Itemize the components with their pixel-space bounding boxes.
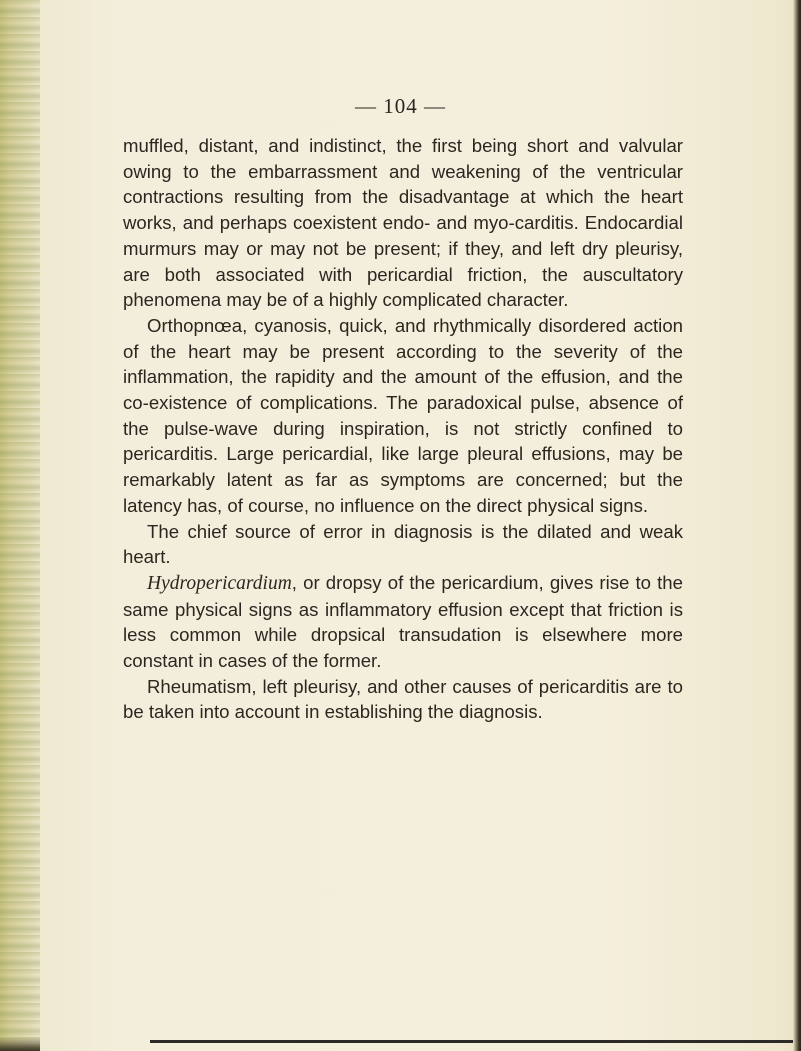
paragraph <box>123 570 683 674</box>
page-number: — 104 — <box>355 94 446 118</box>
page-binding-edge <box>0 0 40 1051</box>
paragraph-text: , or dropsy of the pericardium, gives rise to the same physical signs as inflammatory effusion except that friction is less common while dropsical transudation is elsewhere more constant in cases of the former. <box>123 571 683 672</box>
paragraph: The chief source of error in diagnosis is the dilated and weak heart. <box>123 520 683 568</box>
page-body-text <box>123 133 683 725</box>
paragraph: Orthopnœa, cyanosis, quick, and rhythmically disordered action of the heart may be present according to the severity of the inflammation, the rapidity and the amount of the effusion, and the co-existence of complications. The paradoxical pulse, absence of the pulse-wave during inspiration, is not strictly confined to pericarditis. Large pericardial, like large pleural effusions, may be remarkably latent as far as symptoms are concerned; but the latency has, of course, no influence on the direct physical signs. <box>123 314 683 516</box>
paragraph: muffled, distant, and indistinct, the first being short and valvular owing to the embarrassment and weakening of the ventricular contractions resulting from the disadvantage at which the heart works, and perhaps coexistent endo- and myo-carditis. Endocardial murmurs may or may not be present; if they, and left dry pleurisy, are both associated with pericardial friction, the auscultatory phenomena may be of a highly complicated character. <box>123 135 683 311</box>
italic-term: Hydropericardium <box>147 572 292 594</box>
page-right-edge <box>793 0 801 1051</box>
page-bottom-corner <box>0 1037 40 1051</box>
page-bottom-edge <box>150 1040 793 1043</box>
paragraph: Rheumatism, left pleurisy, and other causes of pericarditis are to be taken into account in establishing the diagnosis. <box>123 675 683 723</box>
